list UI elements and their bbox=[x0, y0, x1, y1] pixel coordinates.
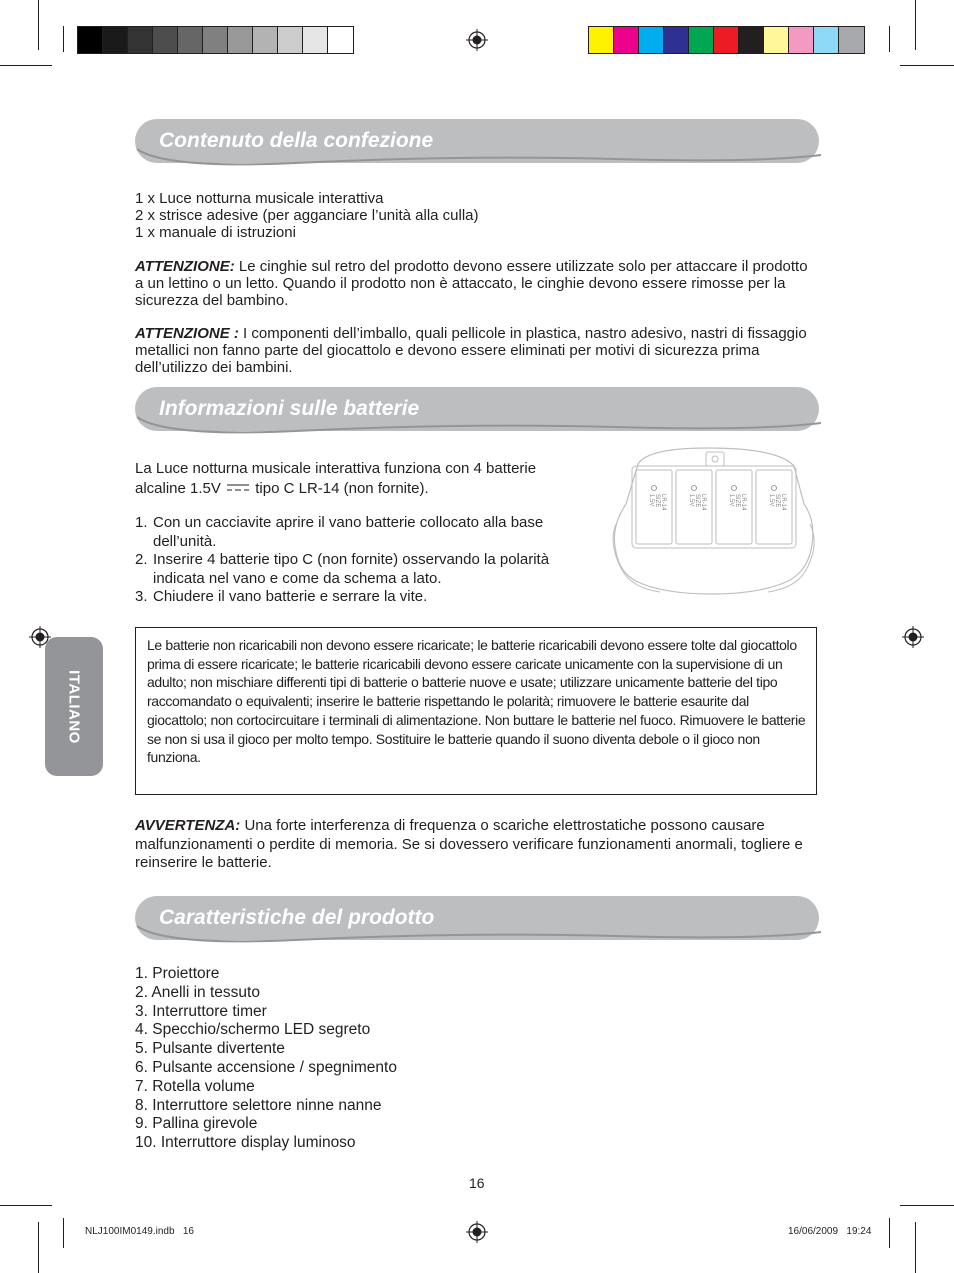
color-swatch bbox=[203, 27, 228, 53]
battery-label-model: LR-14 bbox=[700, 494, 706, 511]
list-item: 5. Pulsante divertente bbox=[135, 1040, 285, 1058]
battery-compartment-illustration bbox=[608, 444, 820, 600]
section-title: Contenuto della confezione bbox=[159, 129, 434, 152]
battery-type: tipo C LR-14 (non fornite). bbox=[255, 480, 429, 497]
footer-file-info: NLJ100IM0149.indb 16 bbox=[85, 1226, 194, 1237]
crop-mark bbox=[900, 1205, 954, 1206]
list-item: 10. Interruttore display luminoso bbox=[135, 1134, 356, 1152]
list-item: 1 x Luce notturna musicale interattiva bbox=[135, 190, 384, 207]
battery-label-voltage: 1.5V bbox=[728, 494, 734, 507]
color-swatch bbox=[103, 27, 128, 53]
crop-mark bbox=[63, 1218, 64, 1248]
product-features-list bbox=[135, 965, 397, 1153]
battery-label-size: SIZE bbox=[694, 494, 700, 508]
registration-mark-icon bbox=[466, 29, 488, 51]
battery-label-voltage: 1.5V bbox=[648, 494, 654, 507]
list-item: 8. Interruttore selettore ninne nanne bbox=[135, 1096, 382, 1114]
color-swatch bbox=[253, 27, 278, 53]
color-swatch bbox=[764, 27, 789, 53]
list-item: 4. Specchio/schermo LED segreto bbox=[135, 1021, 371, 1039]
battery-label-size: SIZE bbox=[774, 494, 780, 508]
color-swatch bbox=[278, 27, 303, 53]
battery-steps bbox=[135, 514, 605, 607]
crop-mark bbox=[0, 65, 52, 66]
crop-mark bbox=[889, 26, 890, 52]
color-swatch bbox=[589, 27, 614, 53]
section-header-batteries bbox=[135, 387, 819, 433]
crop-mark bbox=[38, 1222, 39, 1273]
battery-label-size: SIZE bbox=[734, 494, 740, 508]
battery-label-voltage: 1.5V bbox=[768, 494, 774, 507]
battery-intro-line: La Luce notturna musicale interattiva funziona con 4 batterie bbox=[135, 460, 537, 477]
list-item: 9. Pallina girevole bbox=[135, 1115, 258, 1133]
battery-label-voltage: 1.5V bbox=[688, 494, 694, 507]
color-swatch bbox=[178, 27, 203, 53]
crop-mark bbox=[63, 26, 64, 52]
battery-safety-notice bbox=[135, 627, 817, 795]
list-item: 2. Inserire 4 batterie tipo C (non fornite) osservando la polarità indicata nel vano e come da schema a lato. bbox=[135, 551, 550, 587]
list-item: 3. Interruttore timer bbox=[135, 1002, 267, 1020]
color-swatch bbox=[739, 27, 764, 53]
crop-mark bbox=[915, 0, 916, 50]
color-swatch bbox=[153, 27, 178, 53]
warning-interference bbox=[135, 817, 819, 873]
grayscale-color-bar bbox=[77, 26, 354, 54]
crop-mark bbox=[889, 1218, 890, 1248]
warning-straps bbox=[135, 258, 819, 309]
warning-text: Una forte interferenza di frequenza o scariche elettrostatiche possono causare malfunzionamenti o perdite di memoria. Se si dovessero verificare funzionamenti anormali, togliere e reinserire le batterie. bbox=[135, 817, 803, 871]
warning-label: AVVERTENZA: bbox=[135, 817, 241, 834]
language-side-tab bbox=[45, 637, 103, 776]
color-swatch bbox=[303, 27, 328, 53]
crop-mark bbox=[0, 1205, 52, 1206]
notice-text: Le batterie non ricaricabili non devono essere ricaricate; le batterie ricaricabili devono essere tolte dal giocattolo prima di essere ricaricate; le batterie ricaricabili devono essere caricate unicamente con la supervisione di un adulto; non mischiare differenti tipi di batterie o batterie nuove e usate; utilizzare unicamente batterie del tipo raccomandato o equivalenti; inserire le batterie rispettando le polarità; rimuovere le batterie esaurite dal giocattolo; non cortocircuitare i terminali di alimentazione. Non buttare le batterie nel fuoco. Rimuovere le batterie se non si usa il gioco per molto tempo. Sostituire le batterie quando il suono diventa debole o il gioco non funziona. bbox=[147, 637, 806, 766]
color-swatch bbox=[689, 27, 714, 53]
list-item: 1. Proiettore bbox=[135, 965, 220, 982]
battery-intro bbox=[135, 459, 605, 499]
dc-symbol-icon bbox=[227, 478, 249, 488]
process-color-bar bbox=[588, 26, 865, 54]
battery-label-model: LR-14 bbox=[780, 494, 786, 511]
footer-date-info: 16/06/2009 19:24 bbox=[788, 1226, 872, 1237]
color-swatch bbox=[128, 27, 153, 53]
color-swatch bbox=[789, 27, 814, 53]
color-swatch bbox=[714, 27, 739, 53]
color-swatch bbox=[839, 27, 864, 53]
list-item: 1 x manuale di istruzioni bbox=[135, 224, 296, 241]
battery-label-size: SIZE bbox=[654, 494, 660, 508]
color-swatch bbox=[228, 27, 253, 53]
warning-text: I componenti dell’imballo, quali pellicole in plastica, nastro adesivo, nastri di fissaggio metallici non fanno parte del giocattolo e devono essere eliminati per motivi di sicurezza prima dell’utilizzo dei bambini. bbox=[135, 325, 807, 376]
warning-packaging bbox=[135, 325, 819, 376]
section-header-features bbox=[135, 896, 819, 942]
page-number: 16 bbox=[469, 1175, 485, 1191]
registration-mark-icon bbox=[902, 626, 924, 648]
battery-label-model: LR-14 bbox=[660, 494, 666, 511]
color-swatch bbox=[328, 27, 353, 53]
list-item: 3. Chiudere il vano batterie e serrare la vite. bbox=[135, 588, 428, 605]
list-item: 6. Pulsante accensione / spegnimento bbox=[135, 1058, 397, 1076]
color-swatch bbox=[814, 27, 839, 53]
color-swatch bbox=[614, 27, 639, 53]
language-label: ITALIANO bbox=[65, 669, 83, 744]
crop-mark bbox=[915, 1222, 916, 1273]
color-swatch bbox=[664, 27, 689, 53]
crop-mark bbox=[900, 65, 954, 66]
battery-label-model: LR-14 bbox=[740, 494, 746, 511]
crop-mark bbox=[38, 0, 39, 50]
list-item: 2 x strisce adesive (per agganciare l’unità alla culla) bbox=[135, 207, 479, 224]
warning-label: ATTENZIONE : bbox=[135, 325, 239, 342]
list-item: 1. Con un cacciavite aprire il vano batterie collocato alla base dell’unità. bbox=[135, 514, 544, 550]
registration-mark-icon bbox=[466, 1221, 488, 1243]
package-contents-list bbox=[135, 190, 815, 241]
list-item: 7. Rotella volume bbox=[135, 1077, 255, 1095]
warning-label: ATTENZIONE: bbox=[135, 258, 235, 275]
section-title: Caratteristiche del prodotto bbox=[159, 906, 435, 929]
section-header-contents bbox=[135, 119, 819, 165]
battery-voltage: alcaline 1.5V bbox=[135, 480, 221, 497]
color-swatch bbox=[639, 27, 664, 53]
section-title: Informazioni sulle batterie bbox=[159, 397, 420, 420]
list-item: 2. Anelli in tessuto bbox=[135, 983, 260, 1001]
warning-text: Le cinghie sul retro del prodotto devono essere utilizzate solo per attaccare il prodotto a un lettino o un letto. Quando il prodotto non è attaccato, le cinghie devono essere rimosse per la sicurezza del bambino. bbox=[135, 258, 808, 309]
color-swatch bbox=[78, 27, 103, 53]
